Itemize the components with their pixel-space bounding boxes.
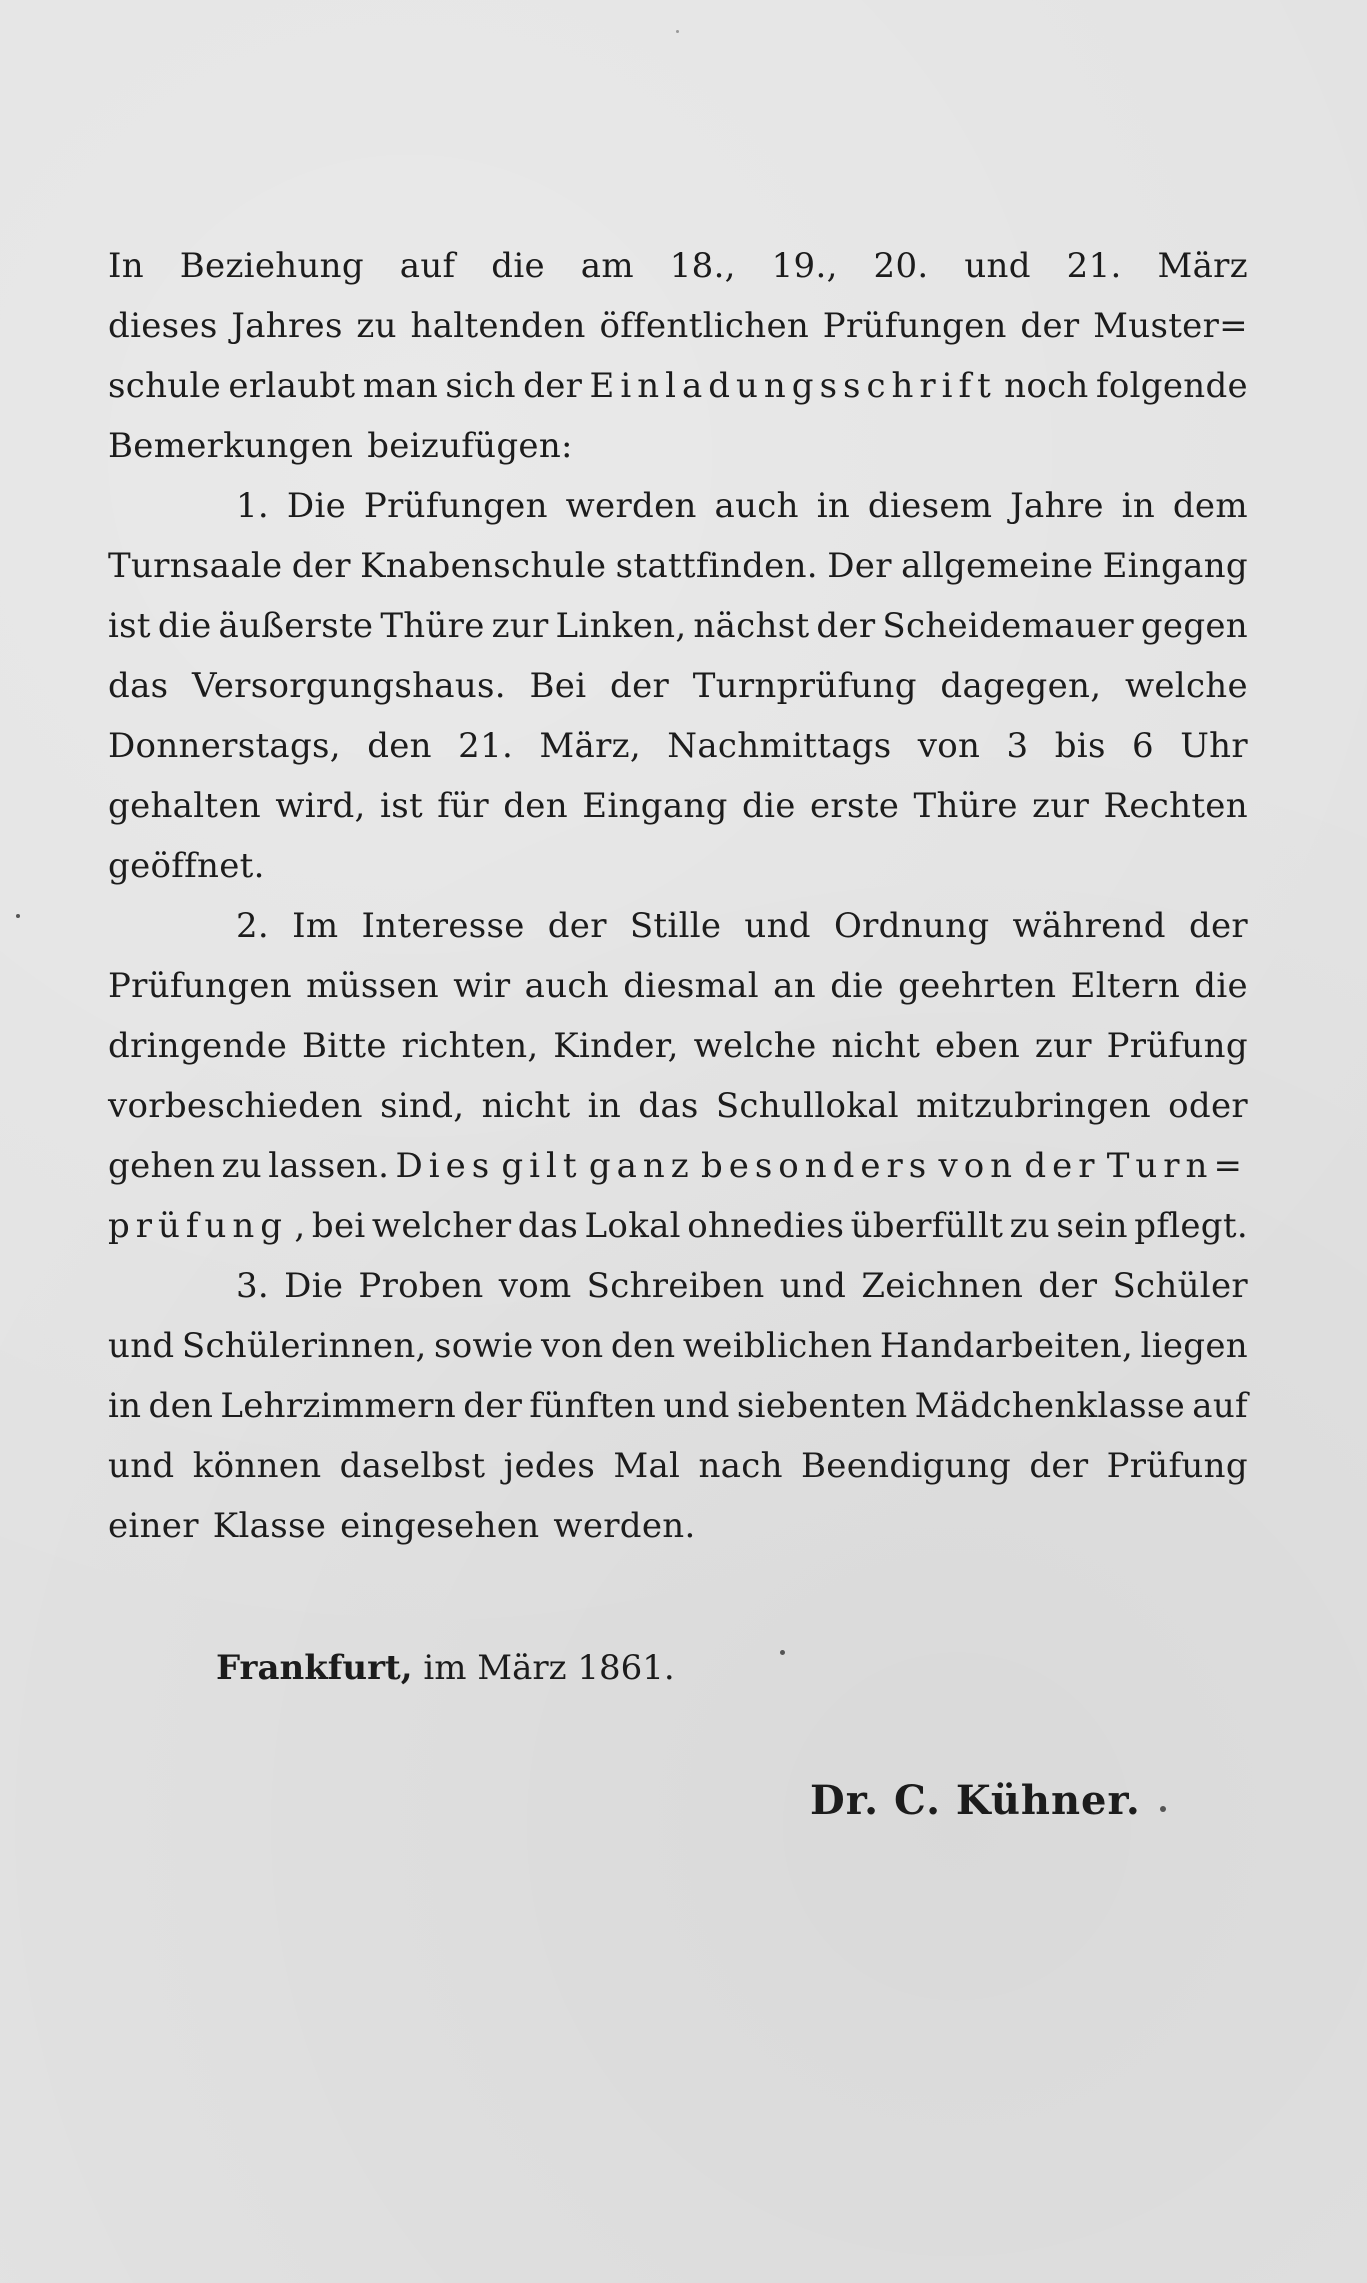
word: der — [547, 906, 607, 946]
word: der — [463, 1386, 523, 1426]
word: nicht — [831, 1026, 921, 1066]
text-line — [108, 1436, 1248, 1496]
word: Thüre — [913, 786, 1018, 826]
word: ist — [108, 606, 151, 646]
word: bei — [311, 1206, 366, 1246]
word: Bitte — [301, 1026, 387, 1066]
word: Muster= — [1093, 306, 1248, 346]
word: Dies — [395, 1146, 496, 1186]
text-line — [108, 476, 1248, 536]
word: zur — [1032, 786, 1090, 826]
text-line — [108, 1016, 1248, 1076]
word: nicht — [481, 1086, 571, 1126]
word: der — [1024, 1146, 1101, 1186]
word: welche — [1124, 666, 1248, 706]
word: 6 — [1132, 726, 1154, 766]
word: der — [523, 366, 583, 406]
word: , — [294, 1206, 306, 1246]
word: Turn= — [1106, 1146, 1248, 1186]
word: das — [517, 1206, 579, 1246]
place-and-date — [216, 1638, 675, 1698]
word: vom — [498, 1266, 572, 1306]
word: Lehrzimmern — [220, 1386, 457, 1426]
word: für — [437, 786, 489, 826]
word: Proben — [358, 1266, 484, 1306]
word: bis — [1054, 726, 1106, 766]
word: dagegen, — [940, 666, 1102, 706]
word: haltenden — [410, 306, 586, 346]
word: Der — [827, 546, 892, 586]
word: 19., — [771, 246, 838, 286]
word: Donnerstags, — [108, 726, 341, 766]
word: Nachmittags — [667, 726, 892, 766]
text-line — [108, 776, 1248, 836]
word: Turnprüfung — [692, 666, 917, 706]
word: Eltern — [1070, 966, 1181, 1006]
word: und — [779, 1266, 847, 1306]
word: von — [938, 1146, 1019, 1186]
text-line — [108, 1076, 1248, 1136]
text-line — [108, 236, 1248, 296]
word: liegen — [1140, 1326, 1248, 1366]
word: man — [362, 366, 439, 406]
word: die — [491, 246, 545, 286]
word: werden. — [553, 1506, 696, 1546]
word: diesem — [867, 486, 993, 526]
word: Linken, — [555, 606, 687, 646]
word: dieses — [108, 306, 218, 346]
word: auf — [399, 246, 456, 286]
word: Thüre — [380, 606, 485, 646]
text-line — [108, 836, 1248, 896]
word: ist — [380, 786, 423, 826]
text-line — [108, 356, 1248, 416]
word: Bei — [529, 666, 587, 706]
word: auch — [524, 966, 609, 1006]
text-line — [108, 1376, 1248, 1436]
word: gehen — [108, 1146, 216, 1186]
word: Beziehung — [179, 246, 364, 286]
word: zu — [356, 306, 397, 346]
text-line — [108, 416, 1248, 476]
word: äußerste — [218, 606, 374, 646]
place: Frankfurt, — [216, 1648, 413, 1688]
word: Einladungsschrift — [589, 366, 997, 406]
word: eben — [934, 1026, 1021, 1066]
word: 21. — [1066, 246, 1122, 286]
word: von — [917, 726, 981, 766]
word: prüfung — [108, 1206, 289, 1246]
word: sich — [445, 366, 516, 406]
word: Scheidemauer — [882, 606, 1134, 646]
text-line — [108, 1496, 1248, 1556]
word: Prüfung — [1106, 1446, 1248, 1486]
word: Stille — [629, 906, 722, 946]
scan-speck — [1160, 1806, 1166, 1812]
word: Die — [284, 1266, 344, 1306]
word: Knabenschule — [360, 546, 607, 586]
text-line — [108, 596, 1248, 656]
word: März — [1157, 246, 1248, 286]
word: den — [148, 1386, 214, 1426]
word: lassen. — [268, 1146, 390, 1186]
word: gilt — [501, 1146, 583, 1186]
text-line — [108, 656, 1248, 716]
word: Jahres — [231, 306, 343, 346]
word: welche — [693, 1026, 817, 1066]
text-line — [108, 956, 1248, 1016]
word: ohnedies — [687, 1206, 845, 1246]
word: auch — [714, 486, 799, 526]
word: fünften — [529, 1386, 657, 1426]
word: wir — [453, 966, 511, 1006]
text-line — [108, 896, 1248, 956]
word: und — [108, 1446, 175, 1486]
word: Uhr — [1180, 726, 1248, 766]
word: einer — [108, 1506, 199, 1546]
word: und — [964, 246, 1031, 286]
word: der — [1029, 1446, 1089, 1486]
word: pflegt. — [1134, 1206, 1248, 1246]
word: daselbst — [339, 1446, 486, 1486]
word: wird, — [275, 786, 366, 826]
word: Eingang — [582, 786, 728, 826]
word: die — [1194, 966, 1248, 1006]
word: können — [192, 1446, 322, 1486]
word: in — [587, 1086, 622, 1126]
word: Klasse — [212, 1506, 327, 1546]
word: der — [1020, 306, 1080, 346]
word: geöffnet. — [108, 846, 265, 886]
word: Beendigung — [801, 1446, 1012, 1486]
word: zur — [1034, 1026, 1092, 1066]
word: zu — [221, 1146, 262, 1186]
word: sein — [1056, 1206, 1128, 1246]
word: an — [773, 966, 816, 1006]
word: in — [1121, 486, 1156, 526]
word: sind, — [380, 1086, 465, 1126]
word: nächst — [693, 606, 810, 646]
word: 18., — [669, 246, 736, 286]
word: 2. — [236, 906, 270, 946]
word: noch — [1004, 366, 1089, 406]
word: auf — [1192, 1386, 1248, 1426]
word: besonders — [700, 1146, 933, 1186]
word: zu — [1009, 1206, 1050, 1246]
word: Schreiben — [586, 1266, 765, 1306]
word: Lokal — [584, 1206, 681, 1246]
word: Interesse — [361, 906, 525, 946]
word: dringende — [108, 1026, 288, 1066]
word: der — [1188, 906, 1248, 946]
word: Rechten — [1103, 786, 1248, 826]
text-line — [108, 296, 1248, 356]
word: Schullokal — [715, 1086, 899, 1126]
word: In — [108, 246, 144, 286]
word: weiblichen — [682, 1326, 873, 1366]
date: im März 1861. — [423, 1648, 675, 1688]
text-line — [108, 1256, 1248, 1316]
text-line — [108, 1316, 1248, 1376]
word: erste — [810, 786, 900, 826]
word: 3 — [1006, 726, 1029, 766]
word: Schüler — [1112, 1266, 1248, 1306]
word: am — [580, 246, 634, 286]
text-line — [108, 1196, 1248, 1256]
word: den — [367, 726, 432, 766]
word: der — [1038, 1266, 1098, 1306]
word: den — [610, 1326, 676, 1366]
signature: Dr. C. Kühner. — [810, 1777, 1141, 1824]
word: werden — [565, 486, 697, 526]
word: allgemeine — [901, 546, 1094, 586]
word: Bemerkungen — [108, 426, 354, 466]
word: schule — [108, 366, 222, 406]
word: beizufügen: — [367, 426, 573, 466]
word: eingesehen — [340, 1506, 540, 1546]
word: in — [816, 486, 851, 526]
word: folgende — [1095, 366, 1248, 406]
word: stattfinden. — [615, 546, 818, 586]
word: den — [503, 786, 568, 826]
word: das — [108, 666, 169, 706]
word: März, — [539, 726, 641, 766]
word: Handarbeiten, — [879, 1326, 1134, 1366]
word: sowie — [434, 1326, 534, 1366]
word: das — [638, 1086, 699, 1126]
word: von — [540, 1326, 604, 1366]
word: die — [742, 786, 796, 826]
scan-speck — [16, 914, 20, 918]
word: die — [157, 606, 212, 646]
word: 21. — [458, 726, 514, 766]
text-line — [108, 1136, 1248, 1196]
word: geehrten — [898, 966, 1057, 1006]
word: und — [663, 1386, 730, 1426]
word: mitzubringen — [916, 1086, 1151, 1126]
word: Turnsaale — [108, 546, 283, 586]
word: Schülerinnen, — [181, 1326, 427, 1366]
word: Prüfung — [1106, 1026, 1248, 1066]
word: 20. — [873, 246, 929, 286]
word: erlaubt — [228, 366, 356, 406]
word: öffentlichen — [599, 306, 810, 346]
word: zur — [491, 606, 549, 646]
text-line — [108, 716, 1248, 776]
word: gehalten — [108, 786, 262, 826]
word: 3. — [236, 1266, 270, 1306]
word: müssen — [306, 966, 439, 1006]
word: überfüllt — [850, 1206, 1004, 1246]
word: welcher — [371, 1206, 512, 1246]
word: nach — [698, 1446, 783, 1486]
word: und — [744, 906, 811, 946]
word: vorbeschieden — [108, 1086, 363, 1126]
word: siebenten — [736, 1386, 908, 1426]
word: oder — [1168, 1086, 1248, 1126]
word: 1. — [236, 486, 270, 526]
word: Im — [292, 906, 339, 946]
word: der — [610, 666, 670, 706]
word: Prüfungen — [822, 306, 1007, 346]
word: diesmal — [623, 966, 759, 1006]
word: Prüfungen — [108, 966, 292, 1006]
word: Ordnung — [833, 906, 990, 946]
word: in — [108, 1386, 142, 1426]
text-line — [108, 536, 1248, 596]
word: Jahre — [1010, 486, 1104, 526]
scan-speck — [676, 30, 679, 33]
word: der — [291, 546, 351, 586]
word: ganz — [588, 1146, 695, 1186]
body-text — [108, 236, 1248, 1556]
word: Mädchenklasse — [914, 1386, 1186, 1426]
word: während — [1012, 906, 1166, 946]
word: Eingang — [1102, 546, 1248, 586]
word: Kinder, — [553, 1026, 679, 1066]
word: Prüfungen — [363, 486, 548, 526]
word: dem — [1172, 486, 1248, 526]
word: Versorgungshaus. — [192, 666, 506, 706]
word: die — [830, 966, 884, 1006]
word: gegen — [1140, 606, 1248, 646]
word: und — [108, 1326, 175, 1366]
word: der — [816, 606, 876, 646]
word: Die — [286, 486, 347, 526]
word: jedes — [503, 1446, 596, 1486]
word: richten, — [401, 1026, 539, 1066]
scan-speck — [780, 1650, 785, 1655]
word: Zeichnen — [861, 1266, 1024, 1306]
word: Mal — [613, 1446, 681, 1486]
